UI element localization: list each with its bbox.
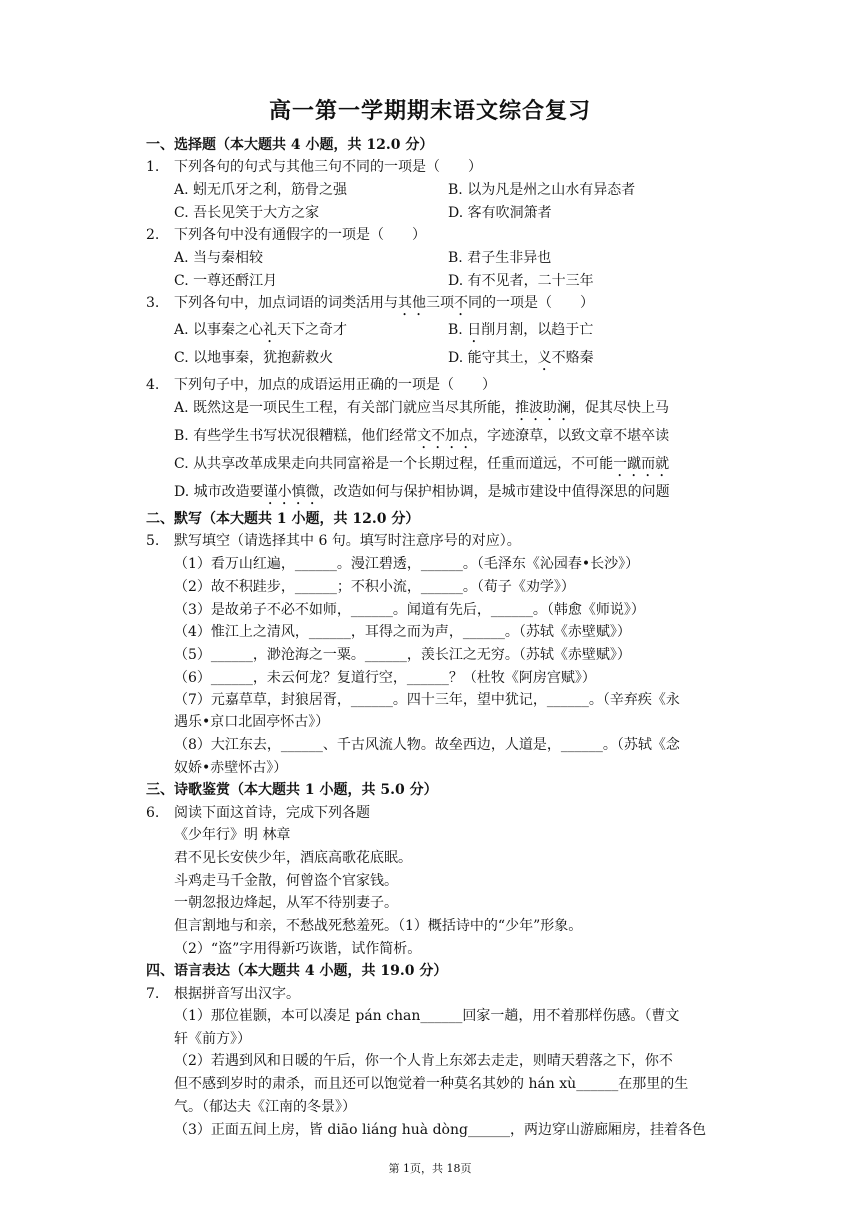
- question-number: 1.: [146, 159, 160, 175]
- section-heading: 一、选择题（本大题共 4 小题，共 12.0 分）: [146, 137, 434, 153]
- question-stem: 下列各句的句式与其他三句不同的一项是（ ）: [174, 159, 482, 175]
- option-b: B. 有些学生书写状况很糟糕，他们经常文不加点，字迹潦草，以致文章不堪卒读: [174, 428, 670, 444]
- pinyin-line: 气。（郁达夫《江南的冬景》）: [174, 1099, 356, 1115]
- fill-line: （4）惟江上之清风，______，耳得之而为声，______。（苏轼《赤壁赋》）: [174, 624, 631, 640]
- fill-line: 奴娇•赤壁怀古》）: [174, 760, 288, 776]
- section-heading: 四、语言表达（本大题共 4 小题，共 19.0 分）: [146, 963, 448, 979]
- poem-line: 君不见长安侠少年，酒底高歌花底眠。: [174, 850, 412, 866]
- fill-line: （6）______，未云何龙？复道行空，______？（杜牧《阿房宫赋》）: [174, 670, 596, 686]
- question-stem: 默写填空（请选择其中 6 句。填写时注意序号的对应）。: [174, 533, 521, 549]
- pinyin-line: （1）那位崔颢，本可以凑足 pán chan______回家一趟，用不着那样伤感。（曹文: [174, 1008, 680, 1024]
- option-b: B. 以为凡是州之山水有异态者: [448, 182, 636, 198]
- option-d: D. 能守其土，义不赂秦: [448, 350, 594, 366]
- question-number: 7.: [146, 986, 160, 1002]
- question-stem: 根据拼音写出汉字。: [174, 986, 300, 1002]
- question-stem: 阅读下面这首诗，完成下列各题: [174, 805, 370, 821]
- pinyin-line: （3）正面五间上房，皆 diāo liáng huà dòng______，两边穿山游廊厢房，挂着各色: [174, 1122, 706, 1138]
- option-c: C. 以地事秦，犹抱薪救火: [174, 350, 334, 366]
- page-title: 高一第一学期期末语文综合复习: [268, 99, 591, 124]
- question-number: 6.: [146, 805, 160, 821]
- fill-line: （7）元嘉草草，封狼居胥，______。四十三年，望中犹记，______。（辛弃疾《永: [174, 692, 680, 708]
- fill-line: （2）故不积跬步，______；不积小流，______。（荀子《劝学》）: [174, 579, 575, 595]
- option-b: B. 君子生非异也: [448, 250, 552, 266]
- pinyin-line: 轩《前方》）: [174, 1031, 251, 1047]
- page-footer: 第 1页，共 18页: [388, 1162, 472, 1175]
- poem-line: 一朝忽报边烽起，从军不待别妻子。: [174, 895, 398, 911]
- option-c: C. 从共享改革成果走向共同富裕是一个长期过程，任重而道远，不可能一蹴而就: [174, 456, 670, 472]
- option-d: D. 有不见者，二十三年: [448, 273, 594, 289]
- question-number: 5.: [146, 533, 160, 549]
- question-number: 4.: [146, 377, 160, 393]
- option-d: D. 客有吹洞箫者: [448, 205, 552, 221]
- question-stem: 下列句子中，加点的成语运用正确的一项是（ ）: [174, 377, 496, 393]
- poem-line: 《少年行》明 林章: [174, 827, 291, 843]
- pinyin-line: （2）若遇到风和日暖的午后，你一个人肯上东郊去走走，则晴天碧落之下，你不: [174, 1053, 673, 1069]
- option-a: A. 既然这是一项民生工程，有关部门就应当尽其所能，推波助澜，促其尽快上马: [174, 400, 670, 416]
- option-d: D. 城市改造要谨小慎微，改造如何与保护相协调，是城市建设中值得深思的问题: [174, 484, 670, 500]
- fill-line: （5）______，渺沧海之一粟。______，羡长江之无穷。（苏轼《赤壁赋》）: [174, 647, 631, 663]
- poem-line: （2）“盗”字用得新巧诙谐，试作简析。: [174, 941, 422, 957]
- question-number: 2.: [146, 227, 160, 243]
- fill-line: （1）看万山红遍，______。漫江碧透，______。（毛泽东《沁园春•长沙》）: [174, 556, 640, 572]
- fill-line: （3）是故弟子不必不如师，______。闻道有先后，______。（韩愈《师说》）: [174, 602, 645, 618]
- option-c: C. 吾长见笑于大方之家: [174, 205, 320, 221]
- option-a: A. 当与秦相较: [174, 250, 264, 266]
- question-stem: 下列各句中，加点词语的词类活用与其他三项不同的一项是（ ）: [174, 295, 594, 311]
- section-heading: 三、诗歌鉴赏（本大题共 1 小题，共 5.0 分）: [146, 782, 438, 798]
- pinyin-line: 但不感到岁时的肃杀，而且还可以饱觉着一种莫名其妙的 hán xù______在那里的生: [174, 1076, 689, 1092]
- section-heading: 二、默写（本大题共 1 小题，共 12.0 分）: [146, 511, 420, 527]
- question-stem: 下列各句中没有通假字的一项是（ ）: [174, 227, 426, 243]
- poem-line: 斗鸡走马千金散，何曾盗个官家钱。: [174, 873, 398, 889]
- poem-line: 但言割地与和亲，不愁战死愁羞死。（1）概括诗中的“少年”形象。: [174, 918, 583, 934]
- option-a: A. 以事秦之心礼天下之奇才: [174, 322, 348, 338]
- option-a: A. 蚓无爪牙之利，筋骨之强: [174, 182, 348, 198]
- option-b: B. 日削月割，以趋于亡: [448, 322, 594, 338]
- fill-line: 遇乐•京口北固亭怀古》）: [174, 714, 330, 730]
- option-c: C. 一尊还酹江月: [174, 273, 278, 289]
- fill-line: （8）大江东去，______、千古风流人物。故垒西边，人道是，______。（苏轼《念: [174, 737, 680, 753]
- question-number: 3.: [146, 295, 160, 311]
